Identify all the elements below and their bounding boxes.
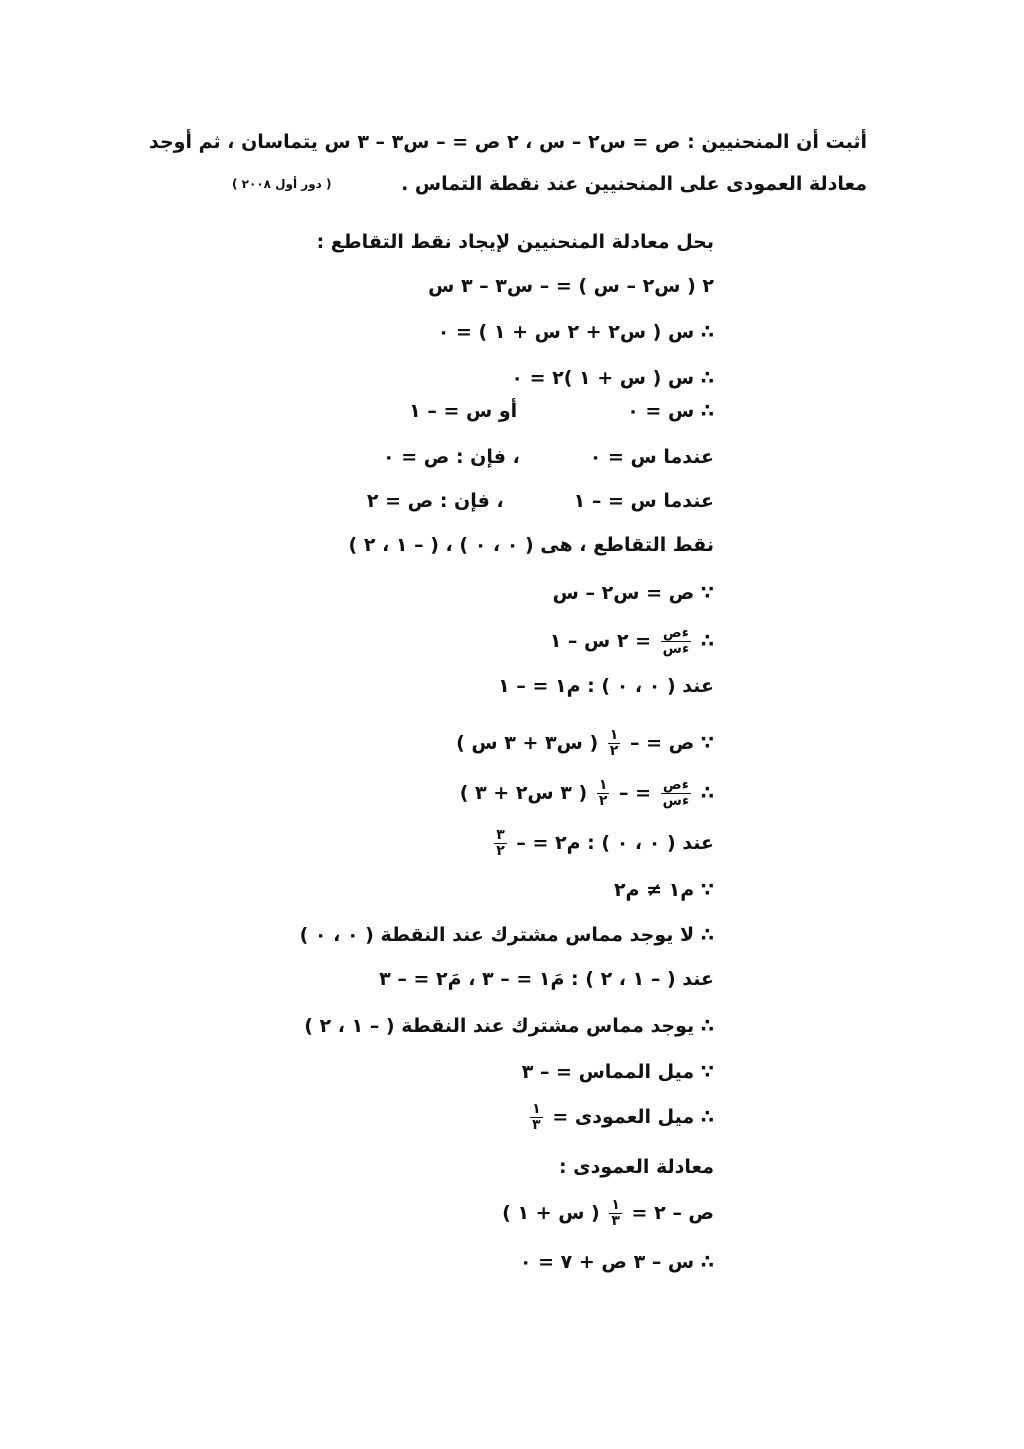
equation-line: ∵ ص = – $\frac{١}{٢}$ ( س٣ + ٣ س ) — [456, 727, 714, 759]
equation-line: ∴ لا يوجد مماس مشترك عند النقطة ( ٠ ، ٠ ) — [299, 924, 714, 946]
equation-line: عند ( ٠ ، ٠ ) : م٢ = – $\frac{٣}{٢}$ — [496, 827, 714, 859]
equation-line: ∴ س ( س٢ + ٢ س + ١ ) = ٠ — [437, 321, 714, 343]
third-fraction: $\frac{١}{٣}$ — [532, 1101, 541, 1133]
equation-line: عند ( – ١ ، ٢ ) : مَ١ = – ٣ ، مَ٢ = – ٣ — [379, 968, 714, 990]
half-fraction: $\frac{١}{٢}$ — [598, 777, 608, 809]
equation-line — [409, 399, 714, 423]
root-two: أو س = – ١ — [409, 400, 518, 422]
equation-line: ∵ ص = س٢ – س — [552, 582, 714, 604]
final-answer: ∴ س – ٣ ص + ٧ = ٠ — [519, 1251, 714, 1273]
question-line-2: معادلة العمودى على المنحنيين عند نقطة التماس . — [401, 173, 867, 195]
section-heading: معادلة العمودى : — [558, 1156, 714, 1178]
equation-line: ٢ ( س٢ – س ) = – س٣ – ٣ س — [428, 275, 714, 297]
equation-line: ∵ ميل المماس = – ٣ — [521, 1061, 714, 1083]
equation-line: ∴ يوجد مماس مشترك عند النقطة ( – ١ ، ٢ ) — [304, 1015, 714, 1037]
half-fraction: $\frac{١}{٢}$ — [609, 727, 619, 759]
dy-dx-fraction: $\frac{\text{ءص}}{\text{ءس}}$ — [662, 625, 690, 657]
equation-line: عندما س = ٠، فإن : ص = ٠ — [383, 446, 714, 468]
solution-intro: بحل معادلة المنحنيين لإيجاد نقط التقاطع : — [316, 231, 714, 253]
question-line-1: أثبت أن المنحنيين : ص = س٢ – س ، ٢ ص = – س٣ – ٣ س يتماسان ، ثم أوجد — [148, 131, 867, 153]
derivative-line: ∴ $\frac{\text{ءص}}{\text{ءس}}$ = – $\frac{١}{٢}$ ( ٣ س٢ + ٣ ) — [459, 777, 714, 809]
equation-line: عند ( ٠ ، ٠ ) : م١ = – ١ — [498, 675, 714, 697]
derivative-line: ∴ $\frac{\text{ءص}}{\text{ءس}}$ = ٢ س – ١ — [549, 625, 714, 657]
equation-line: ∴ ميل العمودى = $\frac{١}{٣}$ — [532, 1101, 714, 1133]
equation-line: عندما س = – ١، فإن : ص = ٢ — [366, 490, 714, 512]
equation-line: ص – ٢ = $\frac{١}{٣}$ ( س + ١ ) — [502, 1197, 714, 1229]
exam-source-note: ( دور أول ٢٠٠٨ ) — [232, 177, 332, 191]
intersection-points: نقط التقاطع ، هى ( ٠ ، ٠ ) ، ( – ١ ، ٢ ) — [348, 534, 714, 556]
equation-line: ∵ م١ ≠ م٢ — [613, 879, 714, 901]
equation-line: ∴ س ( س + ١ )٢ = ٠ — [511, 367, 714, 389]
three-halves-fraction: $\frac{٣}{٢}$ — [496, 827, 505, 859]
root-one: ∴ س = ٠ — [627, 400, 714, 422]
dy-dx-fraction: $\frac{\text{ءص}}{\text{ءس}}$ — [662, 777, 690, 809]
third-fraction: $\frac{١}{٣}$ — [611, 1197, 620, 1229]
